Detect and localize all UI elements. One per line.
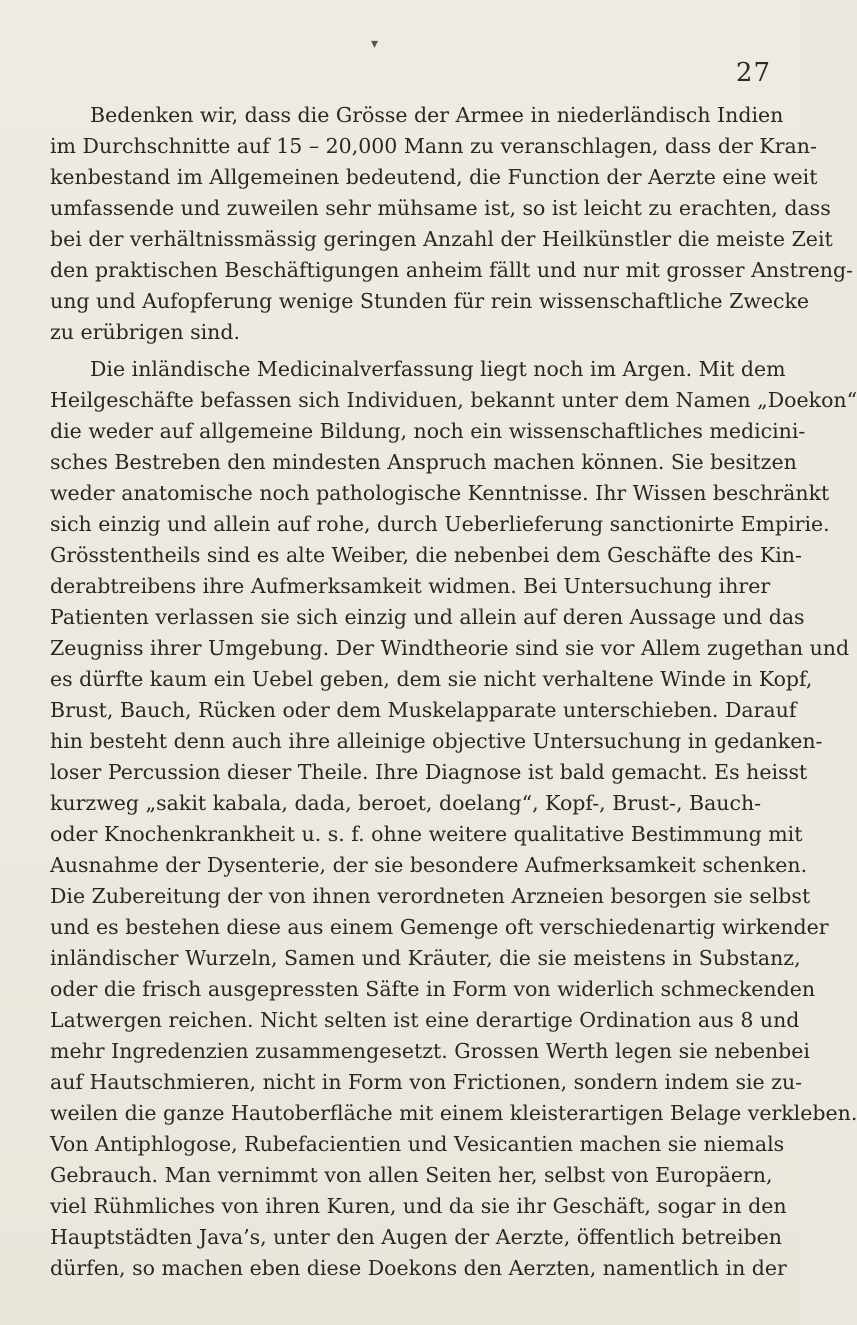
text-line: sich einzig und allein auf rohe, durch Ueberlieferung sanctionirte Empirie.: [50, 512, 830, 536]
text-line: Zeugniss ihrer Umgebung. Der Windtheorie sind sie vor Allem zugethan und: [50, 636, 850, 660]
text-line: umfassende und zuweilen sehr mühsame ist, so ist leicht zu erachten, dass: [50, 196, 831, 220]
text-line: hin besteht denn auch ihre alleinige objective Untersuchung in gedanken-: [50, 729, 823, 753]
text-line: im Durchschnitte auf 15 – 20,000 Mann zu veranschlagen, dass der Kran-: [50, 134, 817, 158]
text-line: auf Hautschmieren, nicht in Form von Frictionen, sondern indem sie zu-: [50, 1070, 803, 1094]
text-line: Die Zubereitung der von ihnen verordneten Arzneien besorgen sie selbst: [50, 884, 811, 908]
text-line: sches Bestreben den mindesten Anspruch machen können. Sie besitzen: [50, 450, 797, 474]
text-line: bei der verhältnissmässig geringen Anzahl der Heilkünstler die meiste Zeit: [50, 227, 833, 251]
text-line: Ausnahme der Dysenterie, der sie besondere Aufmerksamkeit schenken.: [50, 853, 808, 877]
text-line: oder Knochenkrankheit u. s. f. ohne weitere qualitative Bestimmung mit: [50, 822, 803, 846]
text-line: inländischer Wurzeln, Samen und Kräuter, die sie meistens in Substanz,: [50, 946, 801, 970]
text-line: Hauptstädten Java’s, unter den Augen der Aerzte, öffentlich betreiben: [50, 1225, 782, 1249]
text-line: viel Rühmliches von ihren Kuren, und da sie ihr Geschäft, sogar in den: [50, 1194, 787, 1218]
paragraph-2: [50, 354, 857, 1284]
text-line: Die inländische Medicinalverfassung liegt noch im Argen. Mit dem: [90, 357, 786, 381]
text-line: derabtreibens ihre Aufmerksamkeit widmen. Bei Untersuchung ihrer: [50, 574, 771, 598]
text-line: Bedenken wir, dass die Grösse der Armee in niederländisch Indien: [90, 103, 784, 127]
text-line: die weder auf allgemeine Bildung, noch ein wissenschaftliches medicini-: [50, 419, 806, 443]
text-line: Brust, Bauch, Rücken oder dem Muskelapparate unterschieben. Darauf: [50, 698, 797, 722]
text-line: es dürfte kaum ein Uebel geben, dem sie nicht verhaltene Winde in Kopf,: [50, 667, 813, 691]
printer-tick-mark: ▾: [371, 36, 379, 52]
text-line: kurzweg „sakit kabala, dada, beroet, doelang“, Kopf-, Brust-, Bauch-: [50, 791, 762, 815]
text-line: Gebrauch. Man vernimmt von allen Seiten her, selbst von Europäern,: [50, 1163, 773, 1187]
text-line: loser Percussion dieser Theile. Ihre Diagnose ist bald gemacht. Es heisst: [50, 760, 808, 784]
text-line: ung und Aufopferung wenige Stunden für rein wissenschaftliche Zwecke: [50, 289, 810, 313]
text-line: weder anatomische noch pathologische Kenntnisse. Ihr Wissen beschränkt: [50, 481, 830, 505]
text-line: Patienten verlassen sie sich einzig und allein auf deren Aussage und das: [50, 605, 805, 629]
text-line: und es bestehen diese aus einem Gemenge oft verschiedenartig wirkender: [50, 915, 829, 939]
text-line: kenbestand im Allgemeinen bedeutend, die Function der Aerzte eine weit: [50, 165, 818, 189]
text-line: Heilgeschäfte befassen sich Individuen, bekannt unter dem Namen „Doekon“: [50, 388, 857, 412]
text-line: den praktischen Beschäftigungen anheim fällt und nur mit grosser Anstreng-: [50, 258, 854, 282]
text-line: Von Antiphlogose, Rubefacientien und Vesicantien machen sie niemals: [50, 1132, 785, 1156]
text-line: Grösstentheils sind es alte Weiber, die nebenbei dem Geschäfte des Kin-: [50, 543, 802, 567]
text-line: mehr Ingredenzien zusammengesetzt. Grossen Werth legen sie nebenbei: [50, 1039, 810, 1063]
text-line: oder die frisch ausgepressten Säfte in Form von widerlich schmeckenden: [50, 977, 816, 1001]
text-line: Latwergen reichen. Nicht selten ist eine derartige Ordination aus 8 und: [50, 1008, 800, 1032]
text-line: zu erübrigen sind.: [50, 320, 241, 344]
page-number: 27: [735, 58, 771, 88]
text-line: dürfen, so machen eben diese Doekons den Aerzten, namentlich in der: [50, 1256, 787, 1280]
paragraph-1: [50, 100, 854, 348]
text-line: weilen die ganze Hautoberfläche mit einem kleisterartigen Belage verkleben.: [50, 1101, 857, 1125]
